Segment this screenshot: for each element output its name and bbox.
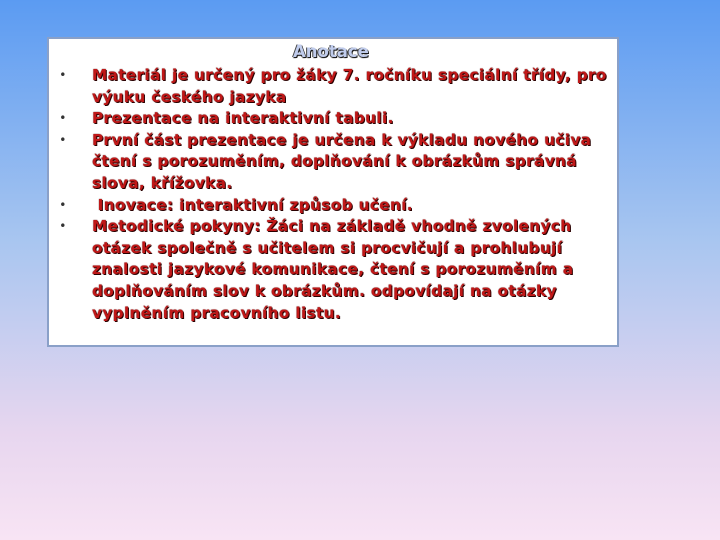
slide-content-box [47,37,619,347]
bullet-item-presentation [49,108,617,130]
bullet-icon: • [59,197,67,212]
bullet-text: Materiál je určený pro žáky 7. ročníku speciální třídy, pro výuku českého jazyka [92,66,607,106]
bullet-item-methodical-instructions [49,216,617,324]
bullet-icon: • [59,111,67,126]
bullet-text: Inovace: interaktivní způsob učení. [92,195,413,214]
bullet-item-first-part [49,130,617,195]
slide-title: Anotace [293,42,369,61]
bullet-text: Metodické pokyny: Žáci na základě vhodně zvolených otázek společně s učitelem si procvičují a prohlubují znalosti jazykové komunikace, čtení s porozuměním a doplňováním slov k obrázkům. odpovídají na otázky vyplněním pracovního listu. [92,217,574,322]
bullet-text: Prezentace na interaktivní tabuli. [92,109,394,128]
bullet-text: První část prezentace je určena k výkladu nového učiva čtení s porozuměním, doplňování k obrázkům správná slova, křížovka. [92,130,592,192]
bullet-icon: • [59,68,67,82]
bullet-item-innovation [49,195,617,217]
bullet-icon: • [59,132,67,147]
bullet-item-material [49,65,617,108]
bullet-icon: • [59,219,67,234]
bullet-list [49,65,617,324]
